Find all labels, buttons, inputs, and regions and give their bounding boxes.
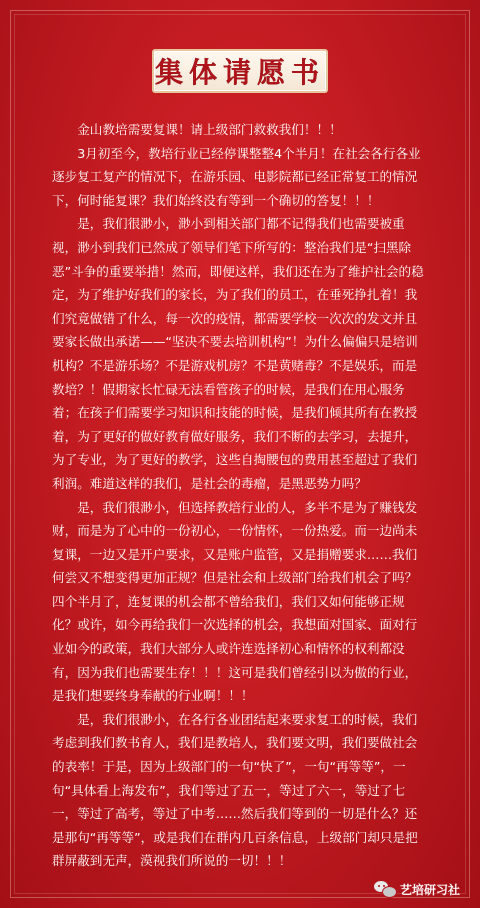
paragraph: 是，我们很渺小，在各行各业团结起来要求复工的时候，我们考虑到我们教书育人，我们是教培人，我们要文明，我们要做社会的表率！于是，因为上级部门的一句“快了”，一句“再等等”，一句“具体看上海发布”，我们等过了五一，等过了六一，等过了七一，等过了高考，等过了中考……然后我们等到的一切是什么？还是那句“再等等”，或是我们在群内几百条信息，上级部门却只是把群屏蔽到无声，漠视我们所说的一切！！！ [52,711,418,869]
watermark [374,880,460,898]
paragraph: 3月初至今，教培行业已经停课整整4个半月！在社会各行各业逐步复工复产的情况下，在游乐园、电影院都已经正常复工的情况下，何时能复课？我们始终没有等到一个确切的答复！！！ [52,145,421,208]
paragraph-headline: 金山教培需要复课！请上级部门救救我们！！！ [77,122,342,137]
title-banner [150,46,330,96]
petition-body [52,118,426,873]
account-name: 艺培研习社 [399,882,460,897]
paragraph: 是，我们很渺小，渺小到相关部门都不记得我们也需要被重视，渺小到我们已然成了领导们笔下所写的：整治我们是“扫黑除恶”斗争的重要举措！然而，即便这样，我们还在为了维护社会的稳定，为了维护好我们的家长，为了我们的员工，在垂死挣扎着！我们究竟做错了什么，每一次的疫情，都需要学校一次次的发文并且要家长做出承诺——“坚决不要去培训机构”！为什么偏偏只是培训机构？不是游乐场？不是游戏机房？不是黄赌毒？不是娱乐，而是教培？！假期家长忙碌无法看管孩子的时候，是我们在用心服务着；在孩子们需要学习知识和技能的时候，是我们倾其所有在教授着，为了更好的做好教育做好服务，我们不断的去学习，去提升，为了专业，为了更好的教学，这些自掏腰包的费用甚至超过了我们利润。难道这样的我们，是社会的毒瘤，是黑恶势力吗？ [52,216,424,491]
page-title: 集体请愿书 [154,56,325,89]
paragraph: 是，我们很渺小，但选择教培行业的人，多半不是为了赚钱发财，而是为了心中的一份初心，一份情怀，一份热爱。而一边尚未复课，一边又是开户要求，又是账户监管，又是捐赠要求……我们何尝又不想变得更加正规？但是社会和上级部门给我们机会了吗？四个半月了，连复课的机会都不曾给我们，我们又如何能够正规化？或许，如今再给我们一次选择的机会，我想面对国家、面对行业如今的政策，我们大部分人或许连选择初心和情怀的权利都没有，因为我们也需要生存！！！这可是我们曾经引以为傲的行业，是我们想要终身奉献的行业啊！！！ [52,499,418,704]
wechat-icon [374,880,396,898]
title-box [152,49,328,93]
